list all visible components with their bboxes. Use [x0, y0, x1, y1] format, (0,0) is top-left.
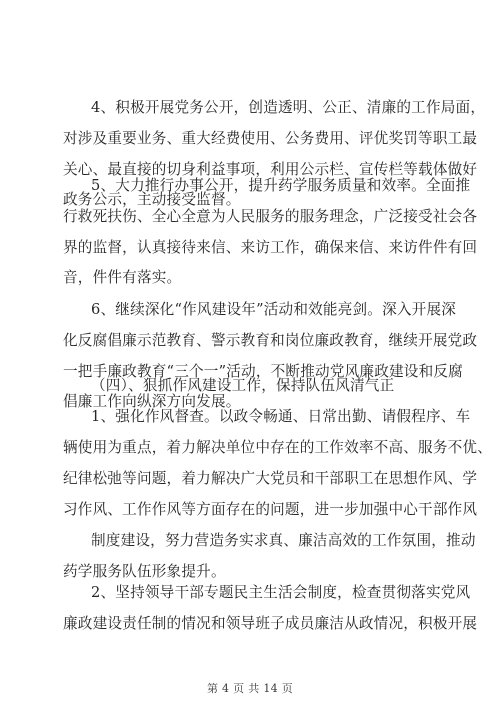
- paragraph-6-line-1: 6、继续深化“作风建设年”活动和效能亮剑。深入开展深: [91, 301, 457, 318]
- paragraph-4-line-1: 4、积极开展党务公开，创造透明、公正、清廉的工作局面，: [91, 99, 486, 116]
- paragraph-5-line-2: 行救死扶伤、全心全意为人民服务的服务理念，广泛接受社会各: [63, 208, 478, 225]
- paragraph-4-line-3: 关心、最直接的切身利益事项，利用公示栏、宣传栏等载体做好: [63, 161, 478, 178]
- paragraph-2-line-2: 廉政建设责任制的情况和领导班子成员廉洁从政情况，积极开展: [63, 615, 478, 632]
- paragraph-1-line-1: 1、强化作风督查。以政令畅通、日常出勤、请假程序、车: [91, 408, 471, 425]
- paragraph-2-line-1: 2、坚持领导干部专题民主生活会制度，检查贯彻落实党风: [91, 584, 471, 601]
- paragraph-6-line-3: 一把手廉政教育“三个一”活动，不断推动党风廉政建设和反腐: [63, 363, 463, 380]
- paragraph-1-line-2: 辆使用为重点，着力解决单位中存在的工作效率不高、服务不优、: [63, 439, 493, 456]
- paragraph-5-line-4: 音，件件有落实。: [63, 269, 182, 286]
- paragraph-5-line-1: 5、大力推行办事公开，提升药学服务质量和效率。全面推: [91, 177, 471, 194]
- paragraph-4-line-2: 对涉及重要业务、重大经费使用、公务费用、评优奖罚等职工最: [63, 130, 478, 147]
- paragraph-1-line-4: 习作风、工作作风等方面存在的问题，进一步加强中心干部作风: [63, 501, 478, 518]
- paragraph-1-line-3: 纪律松弛等问题，着力解决广大党员和干部职工在思想作风、学: [63, 470, 478, 487]
- paragraph-1-line-5: 制度建设，努力营造务实求真、廉洁高效的工作氛围，推动: [91, 532, 476, 549]
- paragraph-6-line-2: 化反腐倡廉示范教育、警示教育和岗位廉政教育，继续开展党政: [63, 332, 478, 349]
- section-heading: （四）、狠抓作风建设工作，保持队伍风清气正: [91, 377, 395, 394]
- paragraph-4-line-4: 政务公示，主动接受监督。: [63, 191, 241, 208]
- paragraph-5-line-3: 界的监督，认真接待来信、来访工作，确保来信、来访件件有回: [63, 239, 478, 256]
- page-footer: 第 4 页 共 14 页: [206, 682, 294, 695]
- paragraph-1-line-6: 药学服务队伍形象提升。: [63, 563, 226, 580]
- paragraph-6-line-4: 倡廉工作向纵深方向发展。: [63, 393, 241, 410]
